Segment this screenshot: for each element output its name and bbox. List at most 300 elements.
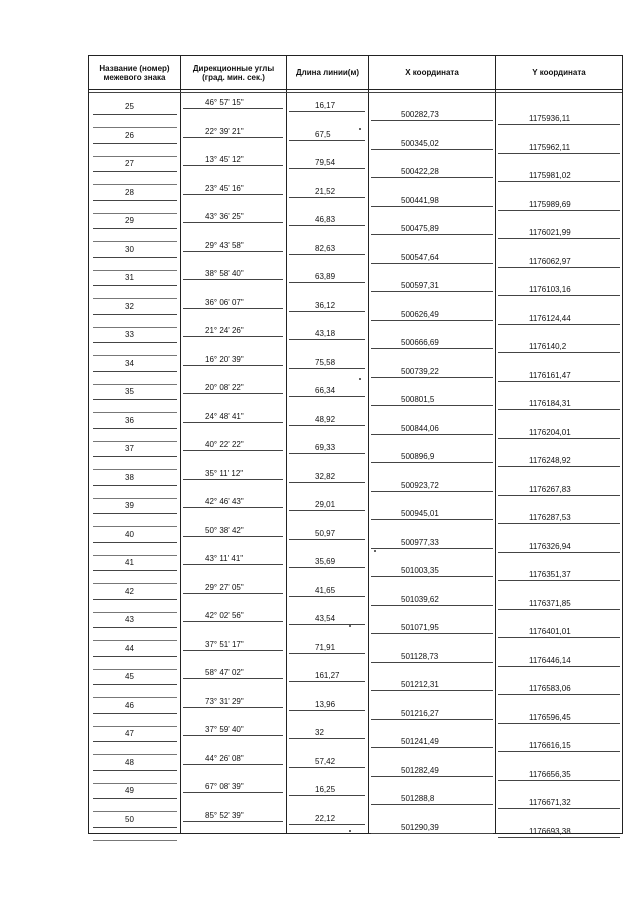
direction-angle: 50° 38' 42" (205, 525, 244, 535)
row-rule (93, 184, 177, 185)
header-y: Y координата (532, 68, 586, 77)
direction-angle: 40° 22' 22" (205, 440, 244, 449)
row-rule (289, 596, 365, 597)
row-rule (498, 666, 620, 667)
row-rule (371, 348, 493, 349)
row-rule (289, 282, 365, 283)
y-coordinate: 1175962,11 (529, 142, 571, 152)
row-rule (93, 355, 177, 356)
x-coordinate: 500441,98 (401, 195, 439, 205)
row-rule (289, 311, 365, 312)
row-rule (93, 713, 177, 714)
row-rule (289, 111, 365, 112)
row-rule (498, 808, 620, 809)
row-rule (289, 510, 365, 511)
row-rule (93, 213, 177, 214)
row-rule (93, 526, 177, 527)
row-rule (93, 412, 177, 413)
direction-angle: 35° 11' 12" (205, 468, 244, 478)
line-length: 67,5 (315, 129, 331, 139)
point-number: 48 (125, 757, 134, 767)
point-number: 25 (125, 102, 134, 111)
row-rule (183, 621, 283, 622)
row-rule (93, 171, 177, 172)
y-coordinate: 1176124,44 (529, 313, 571, 323)
x-coordinate: 500345,02 (401, 138, 439, 148)
row-rule (289, 368, 365, 369)
row-rule (498, 609, 620, 610)
line-length: 161,27 (315, 671, 340, 680)
x-coordinate: 500844,06 (401, 423, 439, 433)
line-length: 46,83 (315, 215, 336, 224)
y-coordinate: 1176248,92 (529, 456, 571, 465)
point-number: 39 (125, 501, 134, 510)
row-rule (498, 181, 620, 182)
direction-angle: 37° 59' 40" (205, 725, 244, 734)
point-number: 44 (125, 643, 134, 653)
row-rule (498, 694, 620, 695)
table-body (89, 90, 622, 836)
row-rule (93, 612, 177, 613)
scan-speck (349, 625, 351, 627)
row-rule (498, 438, 620, 439)
line-length: 82,63 (315, 243, 336, 253)
table-header (89, 56, 622, 90)
y-coordinate: 1176161,47 (529, 370, 571, 380)
row-rule (371, 320, 493, 321)
direction-angle: 29° 43' 58" (205, 240, 244, 250)
x-coordinate: 500282,73 (401, 110, 439, 119)
row-rule (183, 735, 283, 736)
line-length: 63,89 (315, 272, 336, 281)
y-coordinate: 1176140,2 (529, 342, 567, 351)
direction-angle: 85° 52' 39" (205, 810, 244, 820)
row-rule (289, 738, 365, 739)
line-length: 21,52 (315, 186, 336, 196)
row-rule (93, 384, 177, 385)
row-rule (498, 210, 620, 211)
y-coordinate: 1176103,16 (529, 285, 571, 294)
point-number: 40 (125, 529, 134, 539)
y-coordinate: 1175936,11 (529, 114, 571, 123)
row-rule (93, 656, 177, 657)
row-rule (289, 225, 365, 226)
scan-speck (374, 550, 376, 552)
row-rule (289, 624, 365, 625)
y-coordinate: 1176062,97 (529, 256, 571, 266)
line-length: 35,69 (315, 557, 336, 566)
y-coordinate: 1176583,06 (529, 684, 571, 693)
direction-angle: 37° 51' 17" (205, 639, 244, 649)
row-rule (93, 456, 177, 457)
direction-angle: 42° 02' 56" (205, 611, 244, 620)
x-coordinate: 500977,33 (401, 537, 439, 547)
row-rule (93, 114, 177, 115)
direction-angle: 67° 08' 39" (205, 782, 244, 791)
row-rule (371, 491, 493, 492)
row-rule (93, 485, 177, 486)
direction-angle: 29° 27' 05" (205, 582, 244, 592)
y-coordinate: 1176656,35 (529, 769, 571, 779)
y-coordinate: 1176446,14 (529, 655, 571, 665)
row-rule (371, 690, 493, 691)
row-rule (371, 804, 493, 805)
row-rule (93, 741, 177, 742)
row-rule (371, 177, 493, 178)
direction-angle: 38° 58' 40" (205, 269, 244, 278)
point-number: 29 (125, 216, 134, 225)
row-rule (93, 270, 177, 271)
row-rule (93, 127, 177, 128)
row-rule (93, 754, 177, 755)
row-rule (89, 92, 622, 93)
row-rule (371, 149, 493, 150)
line-length: 41,65 (315, 585, 336, 595)
row-rule (371, 576, 493, 577)
row-rule (498, 523, 620, 524)
line-length: 36,12 (315, 300, 336, 310)
row-rule (93, 783, 177, 784)
x-coordinate: 500475,89 (401, 224, 439, 233)
direction-angle: 13° 45' 12" (205, 155, 244, 164)
row-rule (371, 291, 493, 292)
point-number: 49 (125, 786, 134, 795)
row-rule (498, 124, 620, 125)
row-rule (183, 393, 283, 394)
row-rule (498, 580, 620, 581)
line-length: 79,54 (315, 158, 336, 167)
row-rule (93, 441, 177, 442)
y-coordinate: 1176671,32 (529, 798, 571, 807)
row-rule (498, 552, 620, 553)
line-length: 50,97 (315, 528, 336, 538)
row-rule (183, 422, 283, 423)
x-coordinate: 501039,62 (401, 594, 439, 604)
x-coordinate: 500626,49 (401, 309, 439, 319)
x-coordinate: 500801,5 (401, 395, 435, 404)
row-rule (498, 153, 620, 154)
row-rule (183, 336, 283, 337)
row-rule (289, 710, 365, 711)
row-rule (183, 165, 283, 166)
row-rule (93, 570, 177, 571)
x-coordinate: 501282,49 (401, 765, 439, 775)
row-rule (93, 257, 177, 258)
direction-angle: 46° 57' 15" (205, 98, 244, 107)
row-rule (498, 495, 620, 496)
header-x: X координата (369, 56, 496, 89)
row-rule (371, 633, 493, 634)
line-length: 57,42 (315, 756, 336, 766)
row-rule (498, 723, 620, 724)
header-name: Название (номер) межевого знака (89, 56, 181, 89)
y-coordinate: 1176596,45 (529, 712, 571, 722)
point-number: 28 (125, 187, 134, 197)
row-rule (183, 678, 283, 679)
row-rule (289, 539, 365, 540)
x-coordinate: 501128,73 (401, 651, 439, 661)
point-number: 33 (125, 330, 134, 339)
y-coordinate: 1176021,99 (529, 228, 571, 237)
point-number: 41 (125, 558, 134, 567)
point-number: 31 (125, 273, 134, 282)
row-rule (371, 234, 493, 235)
line-length: 16,25 (315, 785, 336, 794)
direction-angle: 21° 24' 26" (205, 326, 244, 335)
y-coordinate: 1176204,01 (529, 427, 571, 437)
row-rule (93, 640, 177, 641)
line-length: 69,33 (315, 443, 336, 452)
x-coordinate: 501290,39 (401, 822, 439, 832)
row-rule (93, 627, 177, 628)
x-coordinate: 501216,27 (401, 708, 439, 718)
row-rule (93, 241, 177, 242)
point-number: 46 (125, 700, 134, 710)
row-rule (93, 428, 177, 429)
point-number: 34 (125, 358, 134, 368)
row-rule (93, 827, 177, 828)
line-length: 48,92 (315, 414, 336, 424)
row-rule (289, 197, 365, 198)
row-rule (498, 837, 620, 838)
x-coordinate: 500597,31 (401, 281, 439, 290)
row-rule (93, 298, 177, 299)
row-rule (93, 371, 177, 372)
direction-angle: 22° 39' 21" (205, 126, 244, 136)
row-rule (183, 137, 283, 138)
row-rule (289, 453, 365, 454)
line-length: 16,17 (315, 101, 336, 110)
y-coordinate: 1176326,94 (529, 541, 571, 551)
line-length: 71,91 (315, 642, 336, 652)
x-coordinate: 501288,8 (401, 794, 435, 803)
row-rule (93, 542, 177, 543)
row-rule (289, 339, 365, 340)
row-rule (93, 555, 177, 556)
line-length: 32 (315, 728, 324, 737)
header-length: Длина линии(м) (287, 56, 369, 89)
row-rule (498, 295, 620, 296)
y-coordinate: 1176287,53 (529, 513, 571, 522)
row-rule (183, 792, 283, 793)
row-rule (289, 767, 365, 768)
point-number: 32 (125, 301, 134, 311)
row-rule (498, 352, 620, 353)
direction-angle: 58° 47' 02" (205, 668, 244, 677)
point-number: 38 (125, 472, 134, 482)
row-rule (183, 251, 283, 252)
row-rule (498, 409, 620, 410)
row-rule (183, 450, 283, 451)
point-number: 45 (125, 672, 134, 681)
scan-speck (359, 128, 361, 130)
point-number: 26 (125, 130, 134, 140)
column-divider (495, 90, 496, 833)
row-rule (371, 605, 493, 606)
row-rule (183, 507, 283, 508)
header-angles: Дирекционные углы (град. мин. сек.) (181, 56, 287, 89)
x-coordinate: 500666,69 (401, 338, 439, 347)
point-number: 42 (125, 586, 134, 596)
row-rule (371, 206, 493, 207)
row-rule (183, 564, 283, 565)
row-rule (498, 751, 620, 752)
row-rule (371, 462, 493, 463)
row-rule (93, 399, 177, 400)
row-rule (183, 308, 283, 309)
row-rule (93, 342, 177, 343)
point-number: 43 (125, 615, 134, 624)
row-rule (93, 228, 177, 229)
row-rule (371, 747, 493, 748)
row-rule (183, 279, 283, 280)
line-length: 29,01 (315, 500, 336, 509)
row-rule (371, 776, 493, 777)
x-coordinate: 501241,49 (401, 737, 439, 746)
row-rule (289, 653, 365, 654)
row-rule (289, 795, 365, 796)
column-divider (286, 90, 287, 833)
row-rule (371, 405, 493, 406)
x-coordinate: 500945,01 (401, 509, 439, 518)
row-rule (93, 200, 177, 201)
line-length: 13,96 (315, 699, 336, 709)
row-rule (183, 821, 283, 822)
row-rule (93, 669, 177, 670)
row-rule (371, 519, 493, 520)
direction-angle: 24° 48' 41" (205, 411, 244, 421)
direction-angle: 23° 45' 16" (205, 183, 244, 193)
y-coordinate: 1175981,02 (529, 171, 571, 180)
line-length: 22,12 (315, 813, 336, 823)
row-rule (371, 377, 493, 378)
row-rule (289, 681, 365, 682)
line-length: 32,82 (315, 471, 336, 481)
direction-angle: 43° 11' 41" (205, 554, 244, 563)
x-coordinate: 501003,35 (401, 566, 439, 575)
x-coordinate: 500422,28 (401, 167, 439, 176)
coordinates-table (88, 55, 623, 834)
row-rule (289, 140, 365, 141)
row-rule (183, 707, 283, 708)
direction-angle: 44° 26' 08" (205, 753, 244, 763)
row-rule (183, 479, 283, 480)
x-coordinate: 500923,72 (401, 480, 439, 490)
row-rule (371, 719, 493, 720)
row-rule (289, 567, 365, 568)
row-rule (183, 650, 283, 651)
row-rule (93, 143, 177, 144)
row-rule (371, 548, 493, 549)
point-number: 36 (125, 415, 134, 425)
row-rule (183, 536, 283, 537)
row-rule (289, 824, 365, 825)
point-number: 50 (125, 814, 134, 824)
direction-angle: 16° 20' 39" (205, 354, 244, 364)
row-rule (93, 840, 177, 841)
x-coordinate: 500896,9 (401, 452, 435, 461)
row-rule (93, 684, 177, 685)
row-rule (93, 498, 177, 499)
row-rule (498, 466, 620, 467)
y-coordinate: 1176351,37 (529, 570, 571, 579)
point-number: 30 (125, 244, 134, 254)
line-length: 75,58 (315, 357, 336, 367)
x-coordinate: 501071,95 (401, 623, 439, 632)
column-divider (180, 90, 181, 833)
row-rule (93, 726, 177, 727)
y-coordinate: 1175989,69 (529, 199, 571, 209)
row-rule (93, 770, 177, 771)
row-rule (93, 513, 177, 514)
scan-speck (349, 830, 351, 832)
row-rule (498, 238, 620, 239)
row-rule (289, 396, 365, 397)
row-rule (183, 365, 283, 366)
row-rule (93, 285, 177, 286)
row-rule (183, 764, 283, 765)
line-length: 43,18 (315, 329, 336, 338)
y-coordinate: 1176371,85 (529, 598, 571, 608)
row-rule (498, 267, 620, 268)
direction-angle: 42° 46' 43" (205, 497, 244, 506)
row-rule (371, 120, 493, 121)
line-length: 66,34 (315, 386, 336, 395)
row-rule (93, 798, 177, 799)
x-coordinate: 500547,64 (401, 252, 439, 262)
row-rule (183, 222, 283, 223)
row-rule (93, 156, 177, 157)
point-number: 27 (125, 159, 134, 168)
row-rule (498, 324, 620, 325)
y-coordinate: 1176401,01 (529, 627, 571, 636)
y-coordinate: 1176693,38 (529, 826, 571, 836)
y-coordinate: 1176616,15 (529, 741, 571, 750)
row-rule (371, 434, 493, 435)
row-rule (371, 263, 493, 264)
row-rule (371, 833, 493, 834)
row-rule (289, 168, 365, 169)
row-rule (183, 593, 283, 594)
row-rule (93, 811, 177, 812)
row-rule (93, 327, 177, 328)
direction-angle: 73° 31' 29" (205, 696, 244, 706)
line-length: 43,54 (315, 614, 336, 623)
y-coordinate: 1176267,83 (529, 484, 571, 494)
y-coordinate: 1176184,31 (529, 399, 571, 408)
point-number: 47 (125, 729, 134, 738)
direction-angle: 20° 08' 22" (205, 383, 244, 392)
row-rule (289, 254, 365, 255)
row-rule (183, 108, 283, 109)
column-divider (368, 90, 369, 833)
row-rule (93, 599, 177, 600)
row-rule (289, 482, 365, 483)
row-rule (93, 697, 177, 698)
x-coordinate: 501212,31 (401, 680, 439, 689)
direction-angle: 36° 06' 07" (205, 297, 244, 307)
scan-speck (359, 378, 361, 380)
direction-angle: 43° 36' 25" (205, 212, 244, 221)
row-rule (93, 583, 177, 584)
row-rule (183, 194, 283, 195)
row-rule (498, 381, 620, 382)
x-coordinate: 500739,22 (401, 366, 439, 376)
row-rule (289, 425, 365, 426)
row-rule (498, 637, 620, 638)
row-rule (371, 662, 493, 663)
point-number: 37 (125, 444, 134, 453)
